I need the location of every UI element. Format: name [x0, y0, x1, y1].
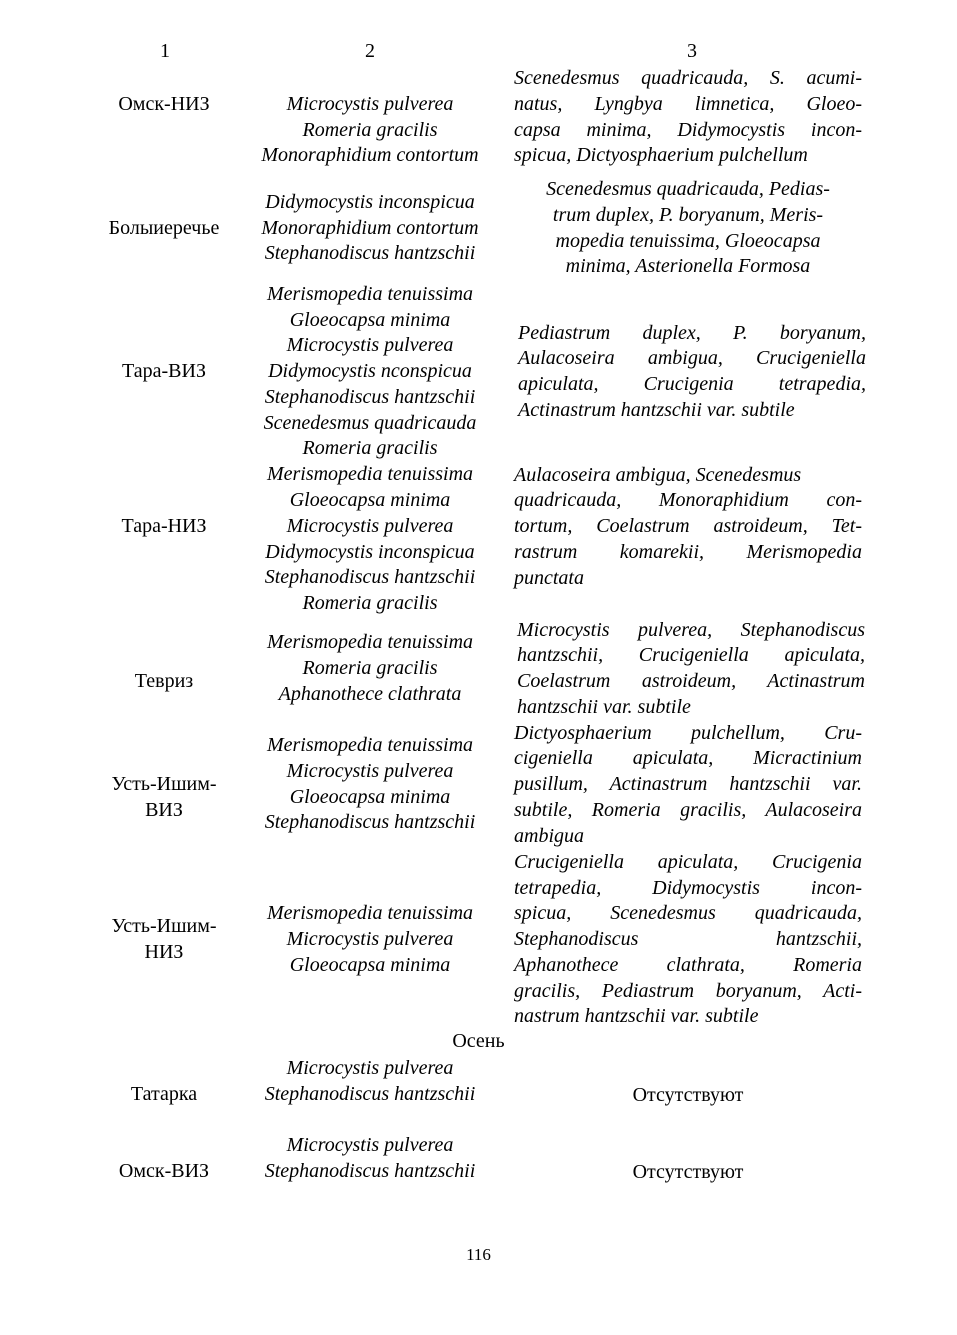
species-text-line: gracilis, Pediastrum boryanum, Acti-	[514, 979, 862, 1002]
species-name: Romeria gracilis	[302, 437, 438, 460]
species-name: Gloeocapsa minima	[289, 785, 451, 808]
species-name: Microcystis pulverea	[286, 92, 454, 115]
species-text-line: spicua, Dictyosphaerium pulchellum	[514, 144, 808, 167]
dominant-species	[242, 630, 498, 708]
other-species: Отсутствуют	[632, 1161, 744, 1184]
site-name: Татарка	[130, 1083, 198, 1106]
species-text-line: capsa minima, Didymocystis incon-	[514, 118, 862, 141]
dominant-species	[242, 1133, 498, 1185]
species-name: Stephanodiscus hantzschii	[264, 1160, 476, 1182]
dominant-species	[242, 92, 498, 169]
dominant-species	[242, 462, 498, 617]
table-row	[0, 617, 957, 721]
other-species	[514, 720, 862, 850]
site-name-line: Усть-Ишим-	[111, 772, 217, 795]
species-text-line: tetrapedia, Didymocystis incon-	[514, 876, 862, 899]
species-name: Gloeocapsa minima	[289, 308, 451, 331]
other-species	[514, 850, 862, 1030]
other-species	[514, 66, 862, 169]
site-name-line: ВИЗ	[145, 798, 183, 821]
dominant-species	[242, 1056, 498, 1108]
species-text-line: Scenedesmus quadricauda, Pedias-	[546, 178, 830, 201]
species-name: Merismopedia tenuissima	[266, 463, 474, 486]
species-name: Microcystis pulverea	[286, 928, 454, 951]
species-text-line: tortum, Coelastrum astroideum, Tet-	[514, 515, 862, 538]
species-text-line: cigeniella apiculata, Micractinium	[514, 747, 862, 770]
species-name: Gloeocapsa minima	[289, 489, 451, 512]
column-header-1: 1	[160, 40, 170, 62]
species-text-line: punctata	[514, 566, 584, 589]
species-text-line: Stephanodiscus hantzschii,	[514, 928, 862, 951]
species-text-line: ambigua	[514, 824, 584, 847]
species-text-line: rastrum komarekii, Merismopedia	[514, 540, 862, 563]
species-text-line: Crucigeniella apiculata, Crucigenia	[514, 851, 862, 874]
site-name: Тара-ВИЗ	[122, 360, 206, 383]
species-name: Didymocystis inconspicua	[265, 540, 475, 563]
species-name: Merismopedia tenuissima	[266, 734, 474, 757]
species-text-line: hantzschii var. subtile	[517, 695, 691, 718]
page-number: 116	[466, 1245, 491, 1264]
other-species	[518, 282, 866, 462]
species-text-line: hantzschii, Crucigeniella apiculata,	[517, 644, 865, 667]
species-name: Stephanodiscus hantzschii	[264, 566, 476, 589]
table-row	[0, 850, 957, 1030]
species-name: Gloeocapsa minima	[289, 953, 451, 976]
other-species: Отсутствуют	[632, 1084, 744, 1107]
species-name: Microcystis pulverea	[286, 1057, 454, 1080]
species-name: Aphanothece clathrata	[278, 682, 462, 705]
species-name: Microcystis pulverea	[286, 334, 454, 357]
species-text-line: Aphanothece clathrata, Romeria	[514, 953, 862, 976]
species-name: Stephanodiscus hantzschii	[264, 242, 476, 265]
section-heading-autumn: Осень	[452, 1030, 505, 1052]
site-name: Болыиеречье	[108, 216, 220, 239]
species-text-line: Coelastrum astroideum, Actinastrum	[517, 670, 865, 692]
other-species	[517, 617, 865, 721]
species-name: Romeria gracilis	[302, 118, 438, 141]
other-species	[514, 462, 862, 592]
species-name: Merismopedia tenuissima	[266, 283, 474, 306]
species-text-line: Aulacoseira ambigua, Scenedesmus	[514, 463, 802, 486]
site-name-line: НИЗ	[144, 941, 184, 963]
species-text-line: pusillum, Actinastrum hantzschii var.	[514, 773, 862, 796]
species-name: Microcystis pulverea	[286, 1134, 454, 1157]
species-name: Stephanodiscus hantzschii	[264, 811, 476, 834]
site-name	[88, 850, 240, 1030]
species-name: Romeria gracilis	[302, 591, 438, 614]
species-text-line: nastrum hantzschii var. subtile	[514, 1005, 759, 1028]
species-text-line: Aulacoseira ambigua, Crucigeniella	[518, 347, 866, 370]
species-text-line: Dictyosphaerium pulchellum, Cru-	[514, 721, 862, 744]
species-name: Stephanodiscus hantzschii	[264, 1083, 476, 1105]
table-row	[0, 1133, 957, 1211]
site-name: Тевриз	[134, 670, 194, 693]
species-name: Microcystis pulverea	[286, 514, 454, 537]
species-text-line: Scenedesmus quadricauda, S. acumi-	[514, 67, 862, 90]
species-text-line: quadricauda, Monoraphidium con-	[514, 489, 862, 512]
dominant-species	[242, 850, 498, 1030]
species-name: Scenedesmus quadricauda	[263, 411, 477, 434]
species-text-line: Actinastrum hantzschii var. subtile	[518, 398, 795, 421]
species-text-line: mopedia tenuissima, Gloeocapsa	[555, 229, 821, 252]
species-text-line: subtile, Romeria gracilis, Aulacoseira	[514, 798, 862, 821]
species-name: Microcystis pulverea	[286, 759, 454, 782]
other-species	[514, 176, 862, 281]
species-name: Merismopedia tenuissima	[266, 902, 474, 925]
species-text-line: apiculata, Crucigenia tetrapedia,	[518, 373, 866, 395]
site-name: Тара-НИЗ	[121, 515, 207, 538]
table-row	[0, 176, 957, 281]
species-text-line: natus, Lyngbya limnetica, Gloeo-	[514, 92, 862, 115]
species-name: Didymocystis nconspicua	[268, 360, 472, 383]
table-row	[0, 720, 957, 850]
species-name: Monoraphidium contortum	[261, 216, 479, 239]
species-name: Stephanodiscus hantzschii	[264, 385, 476, 408]
table-row	[0, 1056, 957, 1134]
site-name-line: Усть-Ишим-	[111, 915, 217, 938]
column-header-3: 3	[687, 40, 697, 62]
site-name: Омск-НИЗ	[118, 93, 210, 116]
site-name: Омск-ВИЗ	[118, 1160, 210, 1183]
table-row	[0, 282, 957, 462]
dominant-species	[242, 282, 498, 462]
species-name: Monoraphidium contortum	[261, 144, 479, 167]
species-text-line: Microcystis pulverea, Stephanodiscus	[517, 618, 865, 641]
species-text-line: trum duplex, P. boryanum, Meris-	[552, 203, 824, 226]
species-text-line: Pediastrum duplex, P. boryanum,	[518, 321, 866, 344]
species-text-line: spicua, Scenedesmus quadricauda,	[514, 902, 862, 925]
species-name: Romeria gracilis	[302, 657, 438, 680]
column-header-2: 2	[365, 40, 375, 62]
dominant-species	[242, 176, 498, 281]
species-name: Merismopedia tenuissima	[266, 631, 474, 654]
table-row	[0, 462, 957, 617]
species-text-line: minima, Asterionella Formosa	[565, 255, 811, 278]
dominant-species	[242, 733, 498, 836]
species-name: Didymocystis inconspicua	[265, 190, 475, 213]
table-row	[0, 66, 957, 169]
